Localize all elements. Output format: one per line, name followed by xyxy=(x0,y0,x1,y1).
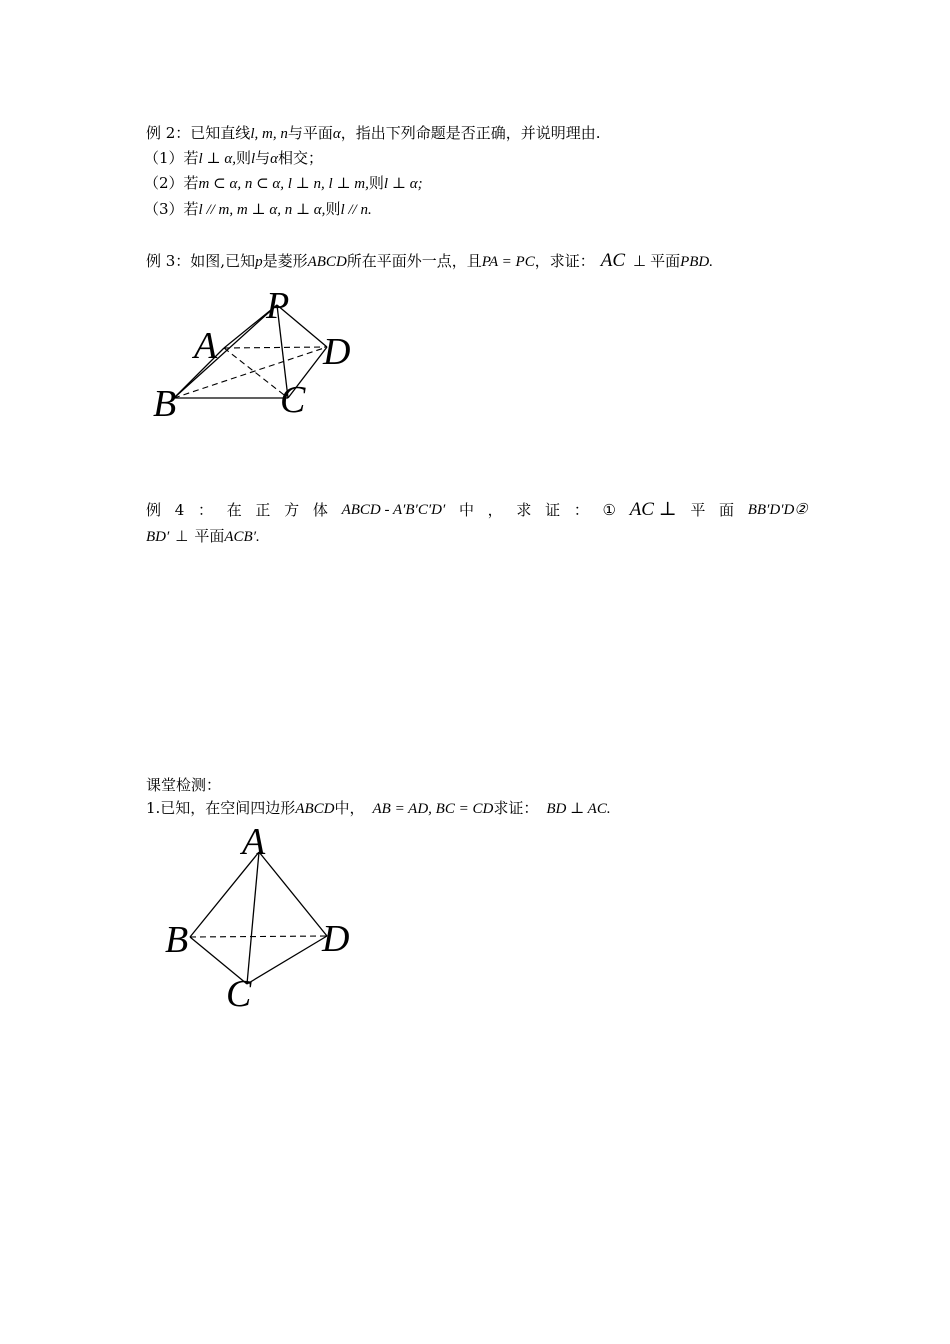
ex4-token: 4 xyxy=(174,501,185,519)
check-q1 xyxy=(146,798,611,819)
edge-pb xyxy=(174,305,277,398)
check-q1-pre: 1.已知，在空间四边形 xyxy=(146,799,296,817)
tet-label-c: C xyxy=(226,973,252,1015)
ex3-pre: 例 3：如图,已知 xyxy=(146,252,256,270)
ex2-item2-cond: m ⊂ α, n ⊂ α, l ⊥ n, l ⊥ m, xyxy=(198,176,369,192)
ex2-item3-cond: l // m, m ⊥ α, n ⊥ α, xyxy=(198,202,326,218)
ex4-token: ： xyxy=(197,501,213,519)
tet-edge-ac xyxy=(247,852,259,984)
label-a: A xyxy=(194,325,218,367)
label-d: D xyxy=(323,331,351,373)
ex2-item1-cond: l ⊥ α, xyxy=(198,151,236,167)
ex4-token: 证 xyxy=(545,501,561,519)
check-q1-shape: ABCD xyxy=(295,801,335,817)
ex2-vars: l, m, n xyxy=(250,126,288,142)
tet-label-a: A xyxy=(242,821,266,863)
ex2-item1-a: α xyxy=(270,151,279,167)
tet-edge-ab xyxy=(190,852,259,937)
ex4-token: ： xyxy=(573,501,589,519)
ex3-p: p xyxy=(255,254,263,270)
ex2-item2-then: 则 xyxy=(368,174,384,192)
label-c: C xyxy=(280,379,306,421)
ex4-token: 平 xyxy=(690,501,706,519)
ex2-item3-then: 则 xyxy=(325,200,341,218)
ex4-token: 方 xyxy=(284,501,300,519)
ex2-item2-pre: （2）若 xyxy=(144,174,199,192)
check-heading: 课堂检测： xyxy=(146,776,222,794)
ex4-token: ， xyxy=(487,501,503,519)
tet-edge-bd-hidden xyxy=(190,936,327,937)
ex3-cond: PA = PC xyxy=(481,254,535,270)
label-b: B xyxy=(153,383,177,425)
ex3-shape: ABCD xyxy=(307,254,347,270)
check-q1-concl: BD ⊥ AC. xyxy=(546,801,611,817)
ex3-mid1: 是菱形 xyxy=(262,252,308,270)
edge-ad-hidden xyxy=(224,347,327,348)
ex3-concl-ac: AC xyxy=(600,250,626,271)
ex4-token: 在 xyxy=(226,501,242,519)
ex2-item1-then: 则 xyxy=(235,149,251,167)
ex4-token: 中 xyxy=(458,501,474,519)
ex2-title-post: ，指出下列命题是否正确，并说明理由. xyxy=(340,124,601,142)
check-q1-mid: 中， xyxy=(334,799,365,817)
ex2-title-mid: 与平面 xyxy=(287,124,333,142)
ex2-item3-pre: （3）若 xyxy=(144,200,199,218)
tet-label-d: D xyxy=(322,918,350,960)
ex4-acb: ACB′. xyxy=(224,529,260,545)
ex4-token: 面 xyxy=(719,501,735,519)
label-p: P xyxy=(266,285,290,327)
tet-label-b: B xyxy=(165,919,189,961)
ex4-plane-text: 平面 xyxy=(194,527,225,545)
ex2-item1-mid: 与 xyxy=(255,149,271,167)
ex3-perp: ⊥ xyxy=(633,254,647,270)
ex2-item2-concl: l ⊥ α; xyxy=(383,176,423,192)
ex4-token: ① xyxy=(602,501,616,519)
ex4-bd: BD′ xyxy=(146,529,170,545)
ex2-title-text: 例 2：已知直线 xyxy=(146,124,251,142)
ex2-item1-l: l xyxy=(250,151,256,167)
ex4-token: 正 xyxy=(255,501,271,519)
ex3-mid2: 所在平面外一点，且 xyxy=(346,252,482,270)
ex2-plane: α xyxy=(332,126,341,142)
ex4-perp: ⊥ xyxy=(175,529,189,545)
ex4-token: 求 xyxy=(516,501,532,519)
ex3-mid3: ，求证： xyxy=(534,252,595,270)
ex2-item1-pre: （1）若 xyxy=(144,149,199,167)
ex4-cube-name: ABCD - A′B′C′D′ xyxy=(341,502,446,518)
ex4-token: 体 xyxy=(312,501,328,519)
ex4-line-1 xyxy=(146,500,808,520)
ex3-concl-plane: 平面 xyxy=(650,252,681,270)
tet-edge-cd xyxy=(247,936,327,984)
ex4-token: 例 xyxy=(146,501,162,519)
tet-edge-ad xyxy=(259,852,327,936)
ex4-line-2 xyxy=(146,526,260,547)
ex4-ac-perp: AC ⊥ xyxy=(629,499,677,520)
ex4-plane-bbdd: BB′D′D② xyxy=(747,502,808,518)
check-q1-cond: AB = AD, BC = CD xyxy=(372,801,494,817)
ex3-concl-pbd: PBD. xyxy=(680,254,714,270)
diag-ac-hidden xyxy=(224,348,288,398)
ex2-item3-concl: l // n. xyxy=(340,202,372,218)
ex2-item1-post: 相交； xyxy=(278,149,324,167)
check-q1-mid2: 求证： xyxy=(493,799,539,817)
